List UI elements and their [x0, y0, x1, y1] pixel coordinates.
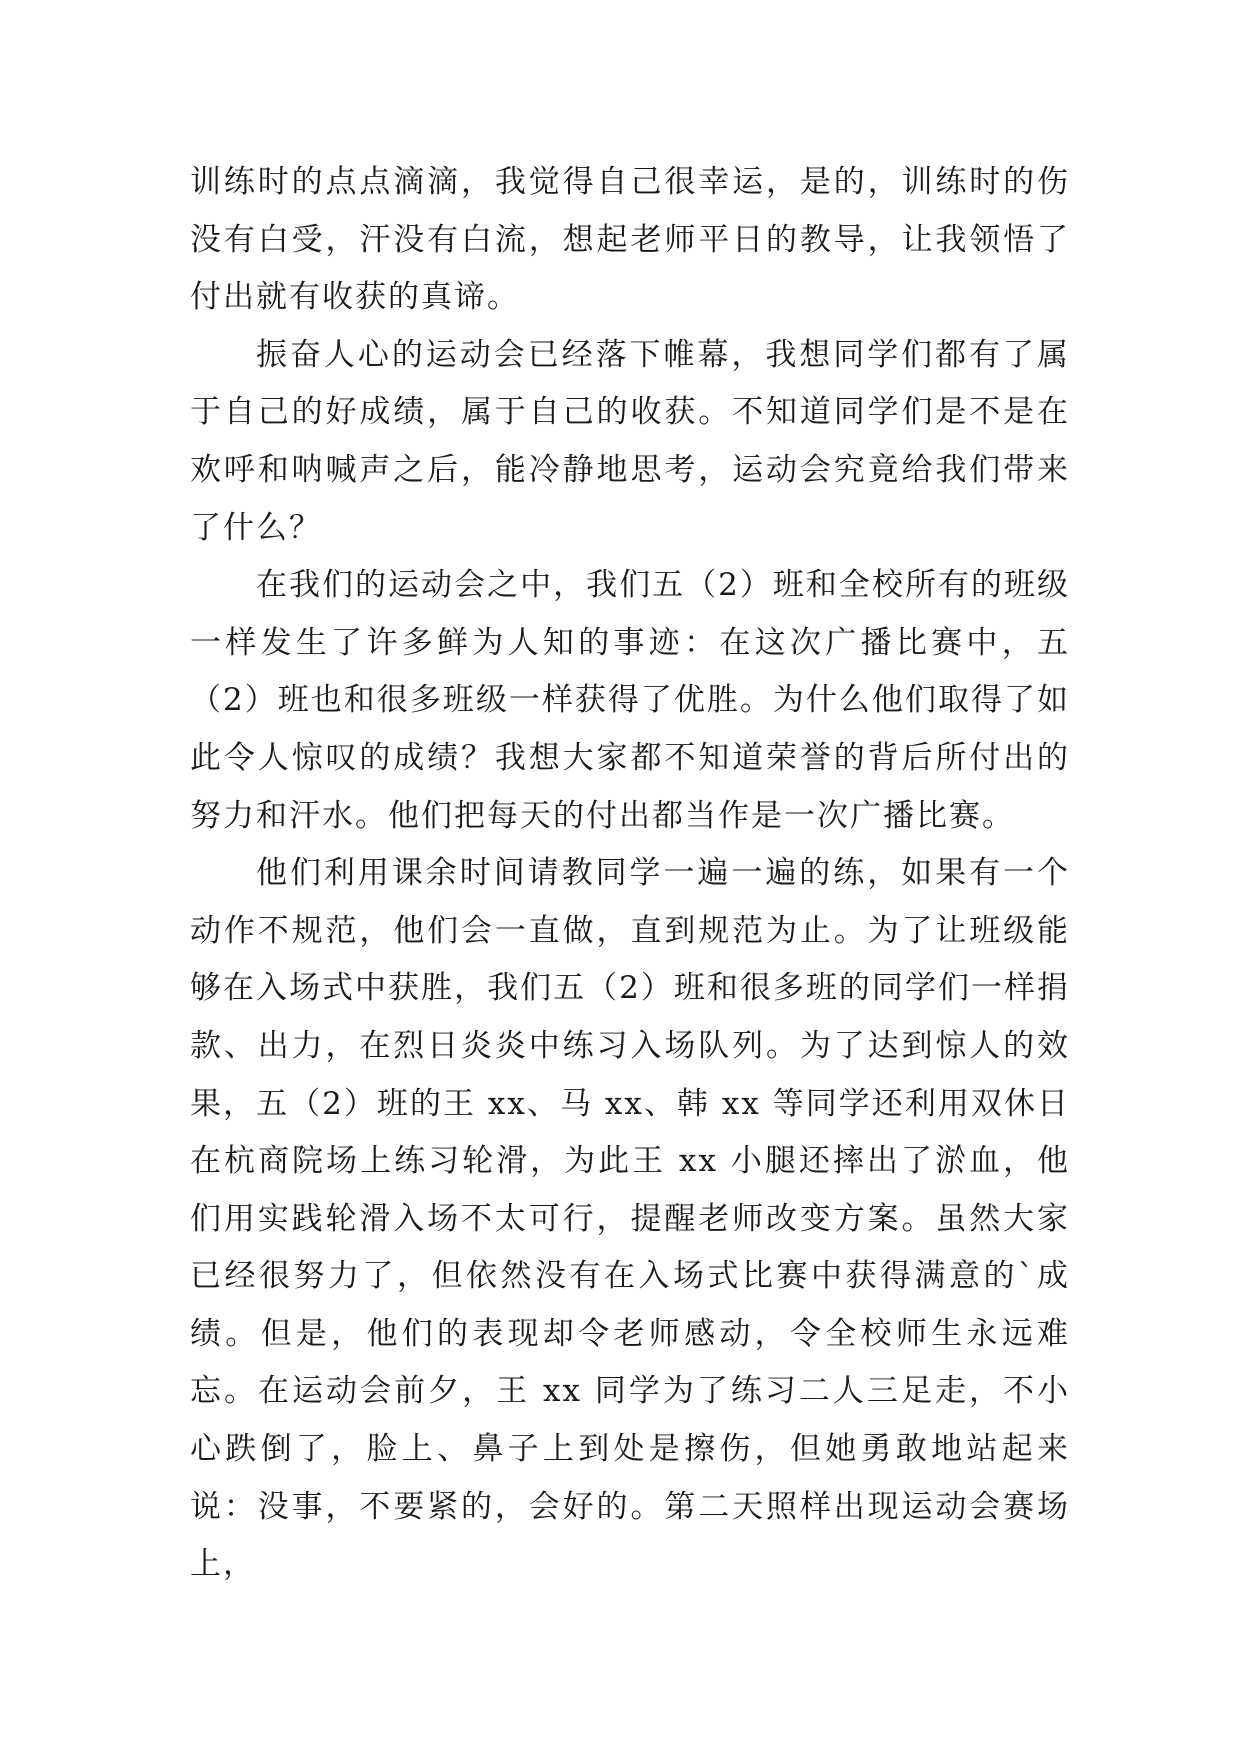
paragraph-1: 训练时的点点滴滴，我觉得自己很幸运，是的，训练时的伤没有白受，汗没有白流，想起老师平日的教导，让我领悟了付出就有收获的真谛。	[190, 164, 1070, 316]
body-text	[190, 154, 1070, 1594]
paragraph-2: 振奋人心的运动会已经落下帷幕，我想同学们都有了属于自己的好成绩，属于自己的收获。不知道同学们是不是在欢呼和呐喊声之后，能冷静地思考，运动会究竟给我们带来了什么？	[190, 336, 1070, 546]
paragraph-3: 在我们的运动会之中，我们五（2）班和全校所有的班级一样发生了许多鲜为人知的事迹：在这次广播比赛中，五（2）班也和很多班级一样获得了优胜。为什么他们取得了如此令人惊叹的成绩？我想大家都不知道荣誉的背后所付出的努力和汗水。他们把每天的付出都当作是一次广播比赛。	[190, 567, 1070, 834]
paragraph-4: 他们利用课余时间请教同学一遍一遍的练，如果有一个动作不规范，他们会一直做，直到规范为止。为了让班级能够在入场式中获胜，我们五（2）班和很多班的同学们一样捐款、出力，在烈日炎炎中练习入场队列。为了达到惊人的效果，五（2）班的王 xx、马 xx、韩 xx 等同学还利用双休日在杭商院场上练习轮滑，为此王 xx 小腿还摔出了淤血，他们用实践轮滑入场不太可行，提醒老师改变方案。虽然大家已经很努力了，但依然没有在入场式比赛中获得满意的`成绩。但是，他们的表现却令老师感动，令全校师生永远难忘。在运动会前夕，王 xx 同学为了练习二人三足走，不小心跌倒了，脸上、鼻子上到处是擦伤，但她勇敢地站起来说：没事，不要紧的，会好的。第二天照样出现运动会赛场上，	[190, 855, 1070, 1583]
